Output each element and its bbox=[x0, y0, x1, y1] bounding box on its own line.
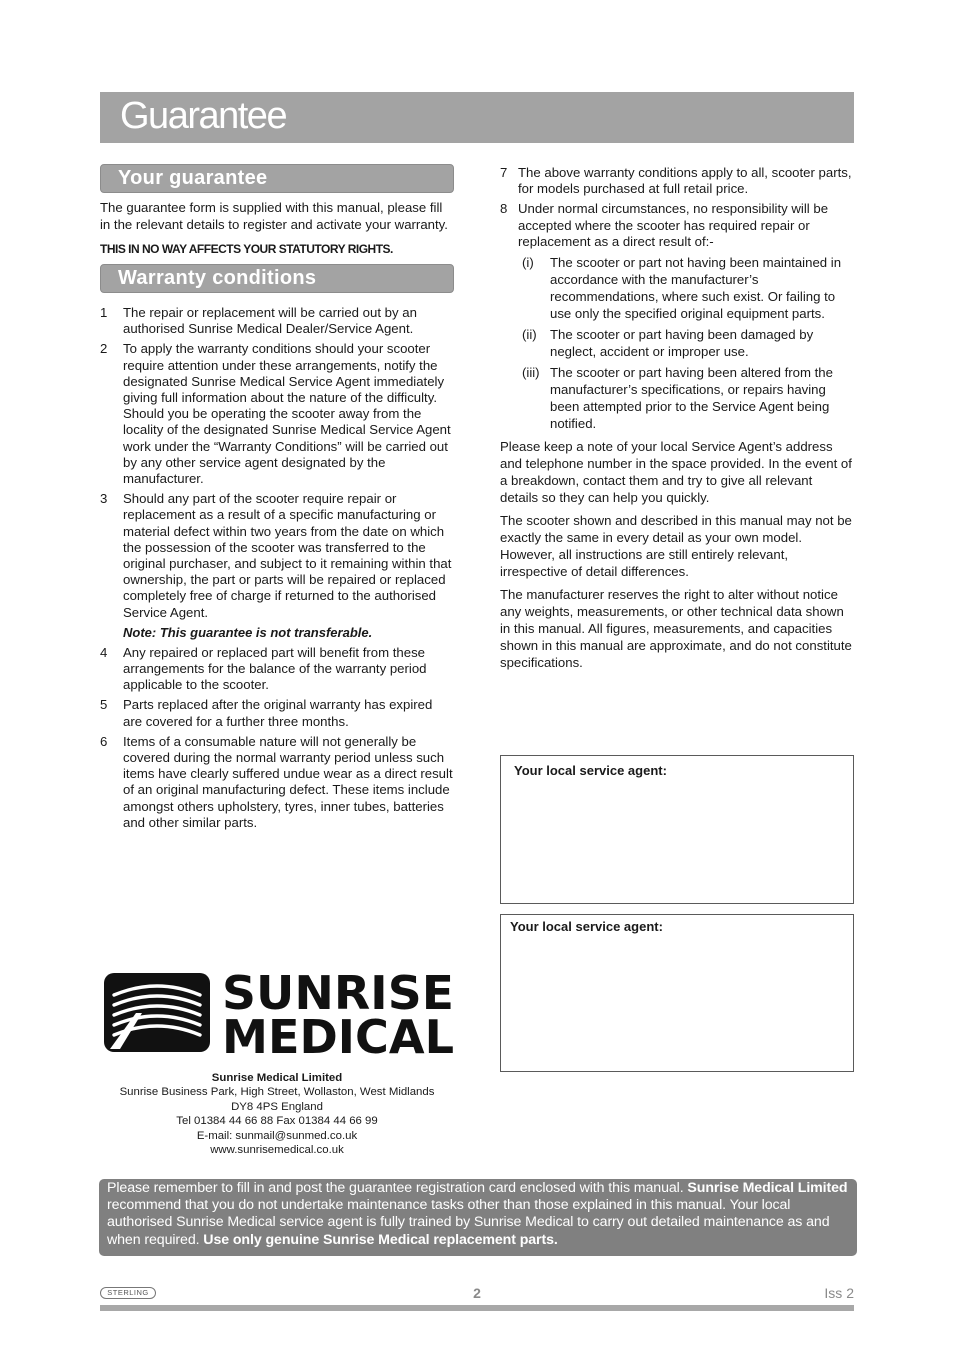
address-line-2: DY8 4PS England bbox=[231, 1100, 323, 1113]
item-text: The above warranty conditions apply to all, scooter parts, for models purchased at full retail price. bbox=[518, 165, 852, 197]
reminder-text-2: recommend that you do not undertake maintenance tasks other than those explained in this manual. Your local authorised Sunrise Medical service agent is fully trained by Sunrise Medical to carry out detailed maintenance as and when required. bbox=[107, 1197, 830, 1248]
warranty-item-6 bbox=[100, 734, 454, 831]
subitem-text: The scooter or part having been altered from the manufacturer’s specifications, or repairs having been attempted prior to the Service Agent being notified. bbox=[550, 365, 833, 432]
item-number: 4 bbox=[100, 644, 108, 660]
warranty-conditions-heading: Warranty conditions bbox=[100, 264, 454, 293]
item-text: Should any part of the scooter require repair or replacement as a result of a specific manufacturing or material defect within two years from the date on which the possession of the scooter was transferred to the original purchaser, and subject to it remaining within that ownership, the part or parts will be repaired or replaced completely free of charge if returned to the authorised Service Agent. bbox=[123, 491, 452, 620]
service-agent-label: Your local service agent: bbox=[510, 919, 663, 934]
guarantee-paragraph: The guarantee form is supplied with this manual, please fill in the relevant details to register and activate your warranty. bbox=[100, 200, 448, 232]
right-column bbox=[500, 165, 854, 671]
company-address bbox=[100, 1071, 454, 1157]
specifications-paragraph: The manufacturer reserves the right to alter without notice any weights, measurements, or other technical data shown in this manual. All figures, measurements, and capacities shown in this manual are approximate, and do not constitute specifications. bbox=[500, 587, 852, 671]
item-text: Parts replaced after the original warranty has expired are covered for a further three months. bbox=[123, 697, 433, 729]
reminder-company: Sunrise Medical Limited bbox=[687, 1180, 848, 1196]
item-number: 2 bbox=[100, 341, 108, 357]
item-number: 8 bbox=[500, 201, 508, 217]
website-url: www.sunrisemedical.co.uk bbox=[210, 1144, 344, 1157]
subitem-number: (iii) bbox=[522, 365, 540, 381]
sterling-badge: STERLING bbox=[100, 1287, 156, 1299]
warranty-item-1 bbox=[100, 305, 454, 337]
footer-rule bbox=[100, 1305, 854, 1311]
sunrise-medical-logo bbox=[104, 969, 454, 1055]
issue-number: Iss 2 bbox=[824, 1285, 854, 1301]
reminder-genuine-parts: Use only genuine Sunrise Medical replacement parts. bbox=[203, 1231, 558, 1248]
item-text: Under normal circumstances, no responsibility will be accepted where the scooter has required repair or replacement as a direct result of:- bbox=[518, 201, 829, 249]
email-address: E-mail: sunmail@sunmed.co.uk bbox=[196, 1129, 358, 1142]
subitem-text: The scooter or part having been damaged by neglect, accident or improper use. bbox=[550, 327, 814, 360]
not-transferable-note: Note: This guarantee is not transferable. bbox=[123, 624, 373, 640]
model-differences-paragraph: The scooter shown and described in this manual may not be exactly the same in every detail as your own model. However, all instructions are still entirely relevant, irrespective of detail differences. bbox=[500, 513, 852, 580]
address-line-1: Sunrise Business Park, High Street, Wollaston, West Midlands bbox=[119, 1086, 435, 1099]
warranty-item-8 bbox=[500, 201, 854, 250]
exclusion-item-i bbox=[500, 254, 854, 322]
item-text: To apply the warranty conditions should your scooter require attention under these arrangements, notify the designated Sunrise Medical Service Agent immediately giving full information about the nature of the difficulty. Should you be operating the scooter away from the locality of the designated Sunrise Medical Service Agent work under the “Warranty Conditions” will be carried out by any other service agent designated by the manufacturer. bbox=[123, 341, 451, 487]
warranty-item-3 bbox=[100, 491, 454, 621]
item-text: Items of a consumable nature will not generally be covered during the normal warranty period unless such items have clearly suffered undue wear as a direct result of an original manufacturing defect. These items include amongst others upholstery, tyres, inner tubes, batteries and other similar parts. bbox=[123, 733, 453, 830]
item-number: 1 bbox=[100, 305, 108, 320]
subitem-text: The scooter or part not having been maintained in accordance with the manufacturer’s recommendations, where such exist. Or failing to use only the specified original equipment parts. bbox=[550, 255, 842, 322]
item-number: 3 bbox=[100, 491, 108, 507]
left-column bbox=[100, 164, 454, 831]
page-title: Guarantee bbox=[120, 95, 287, 137]
exclusion-item-iii bbox=[500, 364, 854, 432]
service-agent-box-2 bbox=[500, 914, 854, 1072]
subitem-number: (i) bbox=[522, 255, 534, 271]
service-agent-paragraph: Please keep a note of your local Service Agent’s address and telephone number in the space provided. In the event of a breakdown, contact them and try to give all relevant details so they can help you quickly. bbox=[500, 439, 852, 506]
warranty-item-2 bbox=[100, 341, 454, 487]
item-number: 6 bbox=[100, 733, 108, 749]
company-name: Sunrise Medical Limited bbox=[211, 1072, 343, 1084]
your-guarantee-heading: Your guarantee bbox=[100, 164, 454, 193]
page-number: 2 bbox=[473, 1285, 481, 1301]
warranty-item-4 bbox=[100, 645, 454, 694]
item-number: 5 bbox=[100, 697, 108, 713]
reminder-banner bbox=[99, 1179, 857, 1256]
sunrise-emblem-icon bbox=[104, 973, 210, 1052]
service-agent-label: Your local service agent: bbox=[514, 763, 667, 778]
item-text: The repair or replacement will be carried out by an authorised Sunrise Medical Dealer/Service Agent. bbox=[123, 305, 417, 337]
exclusion-item-ii bbox=[500, 326, 854, 360]
warranty-item-7 bbox=[500, 165, 854, 197]
item-text: Any repaired or replaced part will benefit from these arrangements for the balance of the warranty period applicable to the scooter. bbox=[123, 644, 427, 693]
logo-word-medical: MEDICAL bbox=[222, 1010, 454, 1055]
item-number: 7 bbox=[500, 165, 508, 180]
page-title-bar bbox=[100, 92, 854, 143]
reminder-text-1: Please remember to fill in and post the guarantee registration card enclosed with this manual. bbox=[107, 1180, 688, 1196]
subitem-number: (ii) bbox=[522, 327, 537, 343]
statutory-rights-notice: THIS IN NO WAY AFFECTS YOUR STATUTORY RIGHTS. bbox=[100, 242, 393, 256]
phone-fax: Tel 01384 44 66 88 Fax 01384 44 66 99 bbox=[176, 1115, 378, 1128]
warranty-item-5 bbox=[100, 697, 454, 729]
service-agent-box-1 bbox=[500, 755, 854, 904]
logo-word-sunrise: SUNRISE bbox=[222, 969, 454, 1020]
